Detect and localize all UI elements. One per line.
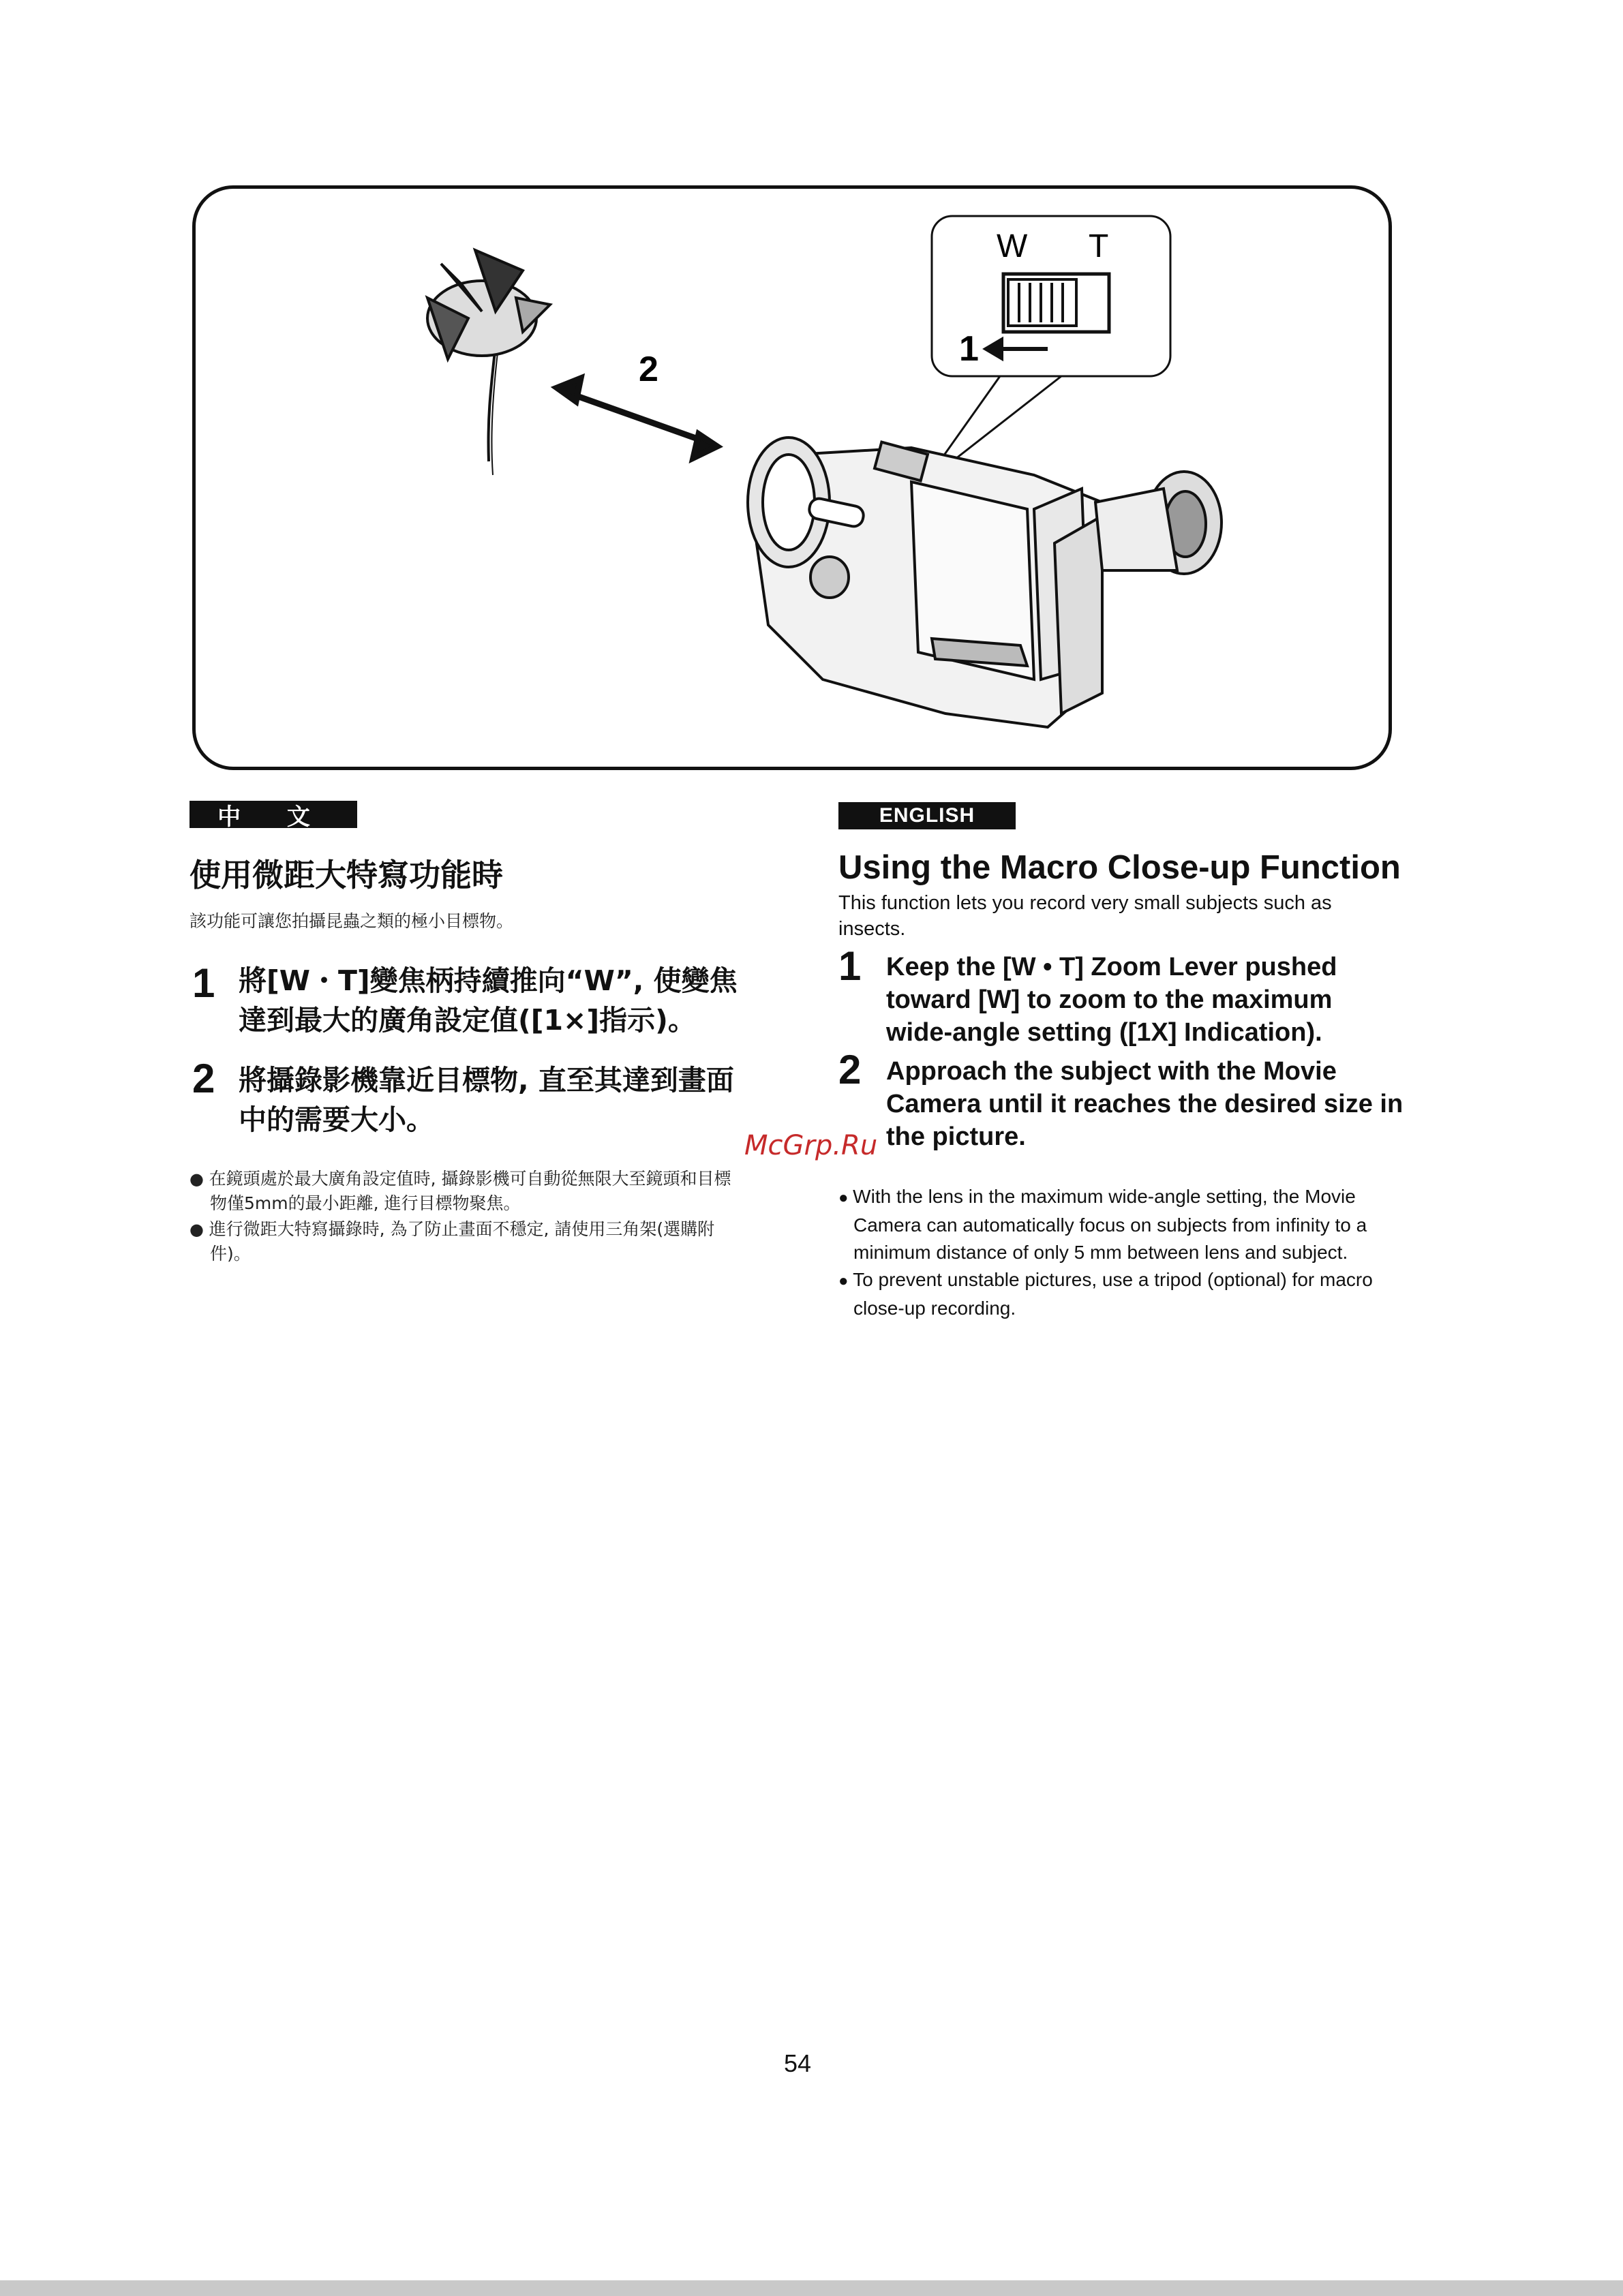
chinese-step1-number: 1 xyxy=(192,960,215,1006)
zoom-label-t: T xyxy=(1089,228,1109,264)
arrow-left-icon xyxy=(986,340,1048,358)
chinese-step1-text xyxy=(239,961,743,1040)
english-title: Using the Macro Close-up Function xyxy=(838,849,1401,886)
section-badge-english: ENGLISH xyxy=(838,802,1016,829)
chinese-step2-number: 2 xyxy=(192,1056,215,1101)
distance-arrow xyxy=(557,378,717,458)
page-number: 54 xyxy=(784,2049,812,2077)
chinese-note-item: ● 進行微距大特寫攝錄時, 為了防止畫面不穩定, 請使用三角架(選購附件)。 xyxy=(189,1219,715,1264)
step1-marker: 1 xyxy=(959,329,979,369)
watermark: McGrp.Ru xyxy=(744,1130,878,1161)
section-badge-chinese: 中 文 xyxy=(189,801,357,828)
bullet-icon: ● xyxy=(189,1220,209,1239)
english-note-item: ● With the lens in the maximum wide-angle setting, the Movie Camera can automatically focus on subjects from infinity to a minimum distance of only 5 mm between lens and subject. xyxy=(838,1186,1367,1263)
english-step2-text: Approach the subject with the Movie Camera until it reaches the desired size in the picture. xyxy=(886,1057,1404,1151)
scan-bottom-edge xyxy=(0,2280,1623,2296)
flower-with-butterfly-illustration xyxy=(427,250,550,475)
chinese-step2-line2: 中的需要大小。 xyxy=(239,1103,434,1136)
chinese-title: 使用微距大特寫功能時 xyxy=(189,857,503,893)
bullet-icon: ● xyxy=(838,1272,853,1290)
chinese-step2-text xyxy=(239,1060,743,1139)
illustration-frame xyxy=(192,185,1392,770)
zoom-lever-callout xyxy=(932,216,1170,461)
chinese-notes xyxy=(189,1167,743,1268)
bullet-icon: ● xyxy=(189,1169,209,1189)
macro-illustration xyxy=(196,189,1395,774)
chinese-step1-line2: 達到最大的廣角設定值([1×]指示)。 xyxy=(239,1004,696,1037)
english-notes xyxy=(838,1183,1384,1322)
camcorder-illustration xyxy=(748,438,1222,727)
chinese-note-item: ● 在鏡頭處於最大廣角設定值時, 攝錄影機可自動從無限大至鏡頭和目標物僅5mm的最小距離, 進行目標物聚焦。 xyxy=(189,1169,731,1213)
english-step1-number: 1 xyxy=(838,943,862,989)
chinese-step1-line1: 將[W・T]變焦柄持續推向“W”, 使變焦 xyxy=(239,964,738,997)
zoom-label-w: W xyxy=(997,228,1028,264)
chinese-step2-line1: 將攝錄影機靠近目標物, 直至其達到畫面 xyxy=(239,1064,734,1097)
english-intro: This function lets you record very small subjects such as insects. xyxy=(838,892,1332,940)
english-note-item: ● To prevent unstable pictures, use a tripod (optional) for macro close-up recording. xyxy=(838,1269,1373,1319)
english-step1-text: Keep the [W • T] Zoom Lever pushed toward [W] to zoom to the maximum wide-angle setting ([1X] Indication). xyxy=(886,953,1337,1047)
chinese-intro: 該功能可讓您拍攝昆蟲之類的極小目標物。 xyxy=(189,911,514,931)
step2-marker: 2 xyxy=(639,350,658,389)
english-step2-number: 2 xyxy=(838,1047,862,1092)
bullet-icon: ● xyxy=(838,1189,853,1207)
